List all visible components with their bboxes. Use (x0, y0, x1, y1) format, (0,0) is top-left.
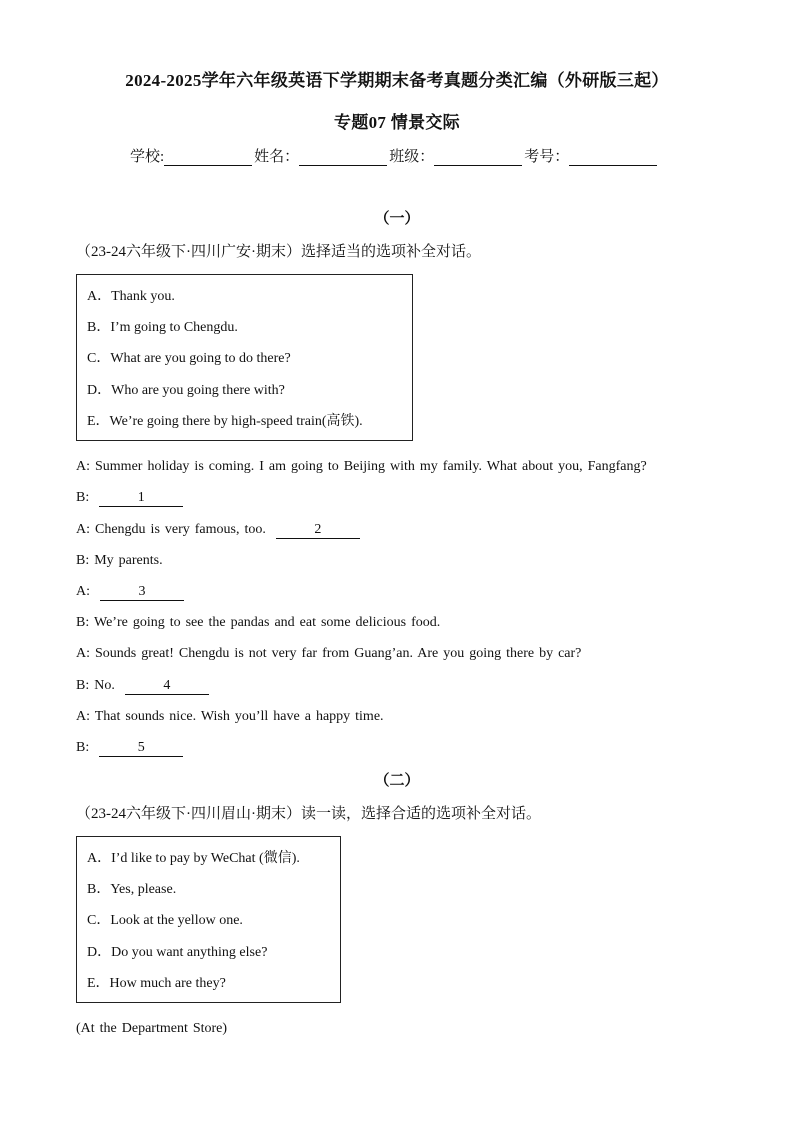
dialogue-text: B: (76, 490, 90, 505)
option-c: C．What are you going to do there? (87, 351, 291, 367)
option-c: C．Look at the yellow one. (87, 913, 243, 929)
student-info-row (130, 145, 659, 166)
option-a: A．Thank you. (87, 289, 175, 304)
dialogue-text: A: That sounds nice. Wish you’ll have a happy time. (76, 709, 384, 724)
answer-blank-1[interactable]: 1 (99, 490, 183, 507)
class-blank (434, 149, 522, 166)
scene-description: (At the Department Store) (76, 1021, 228, 1036)
option-d: D．Who are you going there with? (87, 382, 285, 398)
option-b: B．I’m going to Chengdu. (87, 320, 238, 336)
document-title: 2024-2025学年六年级英语下学期期末备考真题分类汇编（外研版三起） (125, 71, 669, 90)
section-heading-1: （一） (374, 211, 420, 227)
school-label: 学校: (130, 149, 165, 165)
option-e: E．How much are they? (87, 975, 226, 991)
section-instruction-2: （23-24六年级下·四川眉山·期末）读一读，选择合适的选项补全对话。 (76, 806, 541, 822)
dialogue-text: B: No. (76, 678, 115, 693)
option-b: B．Yes, please. (87, 882, 177, 898)
school-blank (164, 149, 252, 166)
dialogue-line (76, 584, 184, 601)
dialogue-line (76, 709, 384, 725)
option-e: E．We’re going there by high-speed train(高铁). (87, 413, 363, 429)
answer-blank-4[interactable]: 4 (125, 678, 209, 695)
exam-number-blank (569, 149, 657, 166)
dialogue-line (76, 740, 183, 757)
name-label: 姓名： (254, 149, 300, 165)
dialogue-line (76, 615, 440, 631)
dialogue-line (76, 553, 163, 569)
answer-blank-2[interactable]: 2 (276, 522, 360, 539)
dialogue-line (76, 646, 581, 662)
class-label: 班级： (389, 149, 435, 165)
answer-blank-3[interactable]: 3 (100, 584, 184, 601)
dialogue-line (76, 678, 209, 695)
document-subtitle: 专题07 情景交际 (334, 113, 460, 132)
option-a: A．I’d like to pay by WeChat (微信). (87, 851, 300, 866)
option-d: D．Do you want anything else? (87, 944, 268, 960)
exam-number-label: 考号： (524, 149, 570, 165)
section-instruction-1: （23-24六年级下·四川广安·期末）选择适当的选项补全对话。 (76, 244, 481, 260)
dialogue-text: A: Sounds great! Chengdu is not very far from Guang’an. Are you going there by car? (76, 646, 582, 661)
name-blank (299, 149, 387, 166)
options-box-1 (76, 274, 413, 441)
dialogue-line (76, 490, 183, 507)
section-heading-2: （二） (374, 773, 420, 789)
dialogue-text: A: Summer holiday is coming. I am going to Beijing with my family. What about you, Fangfang? (76, 459, 647, 474)
dialogue-text: B: My parents. (76, 553, 163, 568)
dialogue-line (76, 522, 360, 539)
options-box-2 (76, 836, 341, 1003)
dialogue-text: B: (76, 740, 90, 755)
dialogue-line (76, 459, 647, 475)
dialogue-text: A: (76, 584, 90, 599)
dialogue-text: A: Chengdu is very famous, too. (76, 522, 266, 537)
answer-blank-5[interactable]: 5 (99, 740, 183, 757)
dialogue-text: B: We’re going to see the pandas and eat some delicious food. (76, 615, 441, 630)
